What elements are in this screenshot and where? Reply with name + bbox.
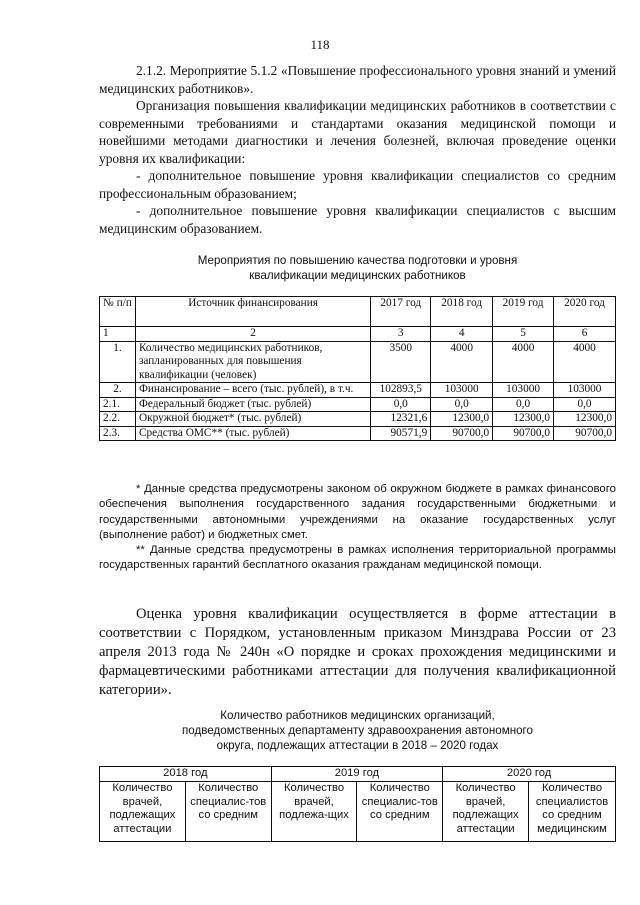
column-number: 6 <box>554 327 616 342</box>
subheader-cell: Количество специалис-тов со средним <box>357 782 443 842</box>
row-value: 12300,0 <box>554 412 616 427</box>
column-number: 1 <box>100 327 136 342</box>
table-row <box>100 426 616 441</box>
row-label: Окружной бюджет* (тыс. рублей) <box>135 412 370 427</box>
section-heading: 2.1.2. Мероприятие 5.1.2 «Повышение профессионального уровня знаний и умений медицинских работников». <box>99 63 616 96</box>
row-value: 4000 <box>493 341 554 383</box>
subheader-cell: Количество врачей, подлежа-щих <box>271 782 357 842</box>
row-label: Средства ОМС** (тыс. рублей) <box>135 426 370 441</box>
list-item: - дополнительное повышение уровня квалификации специалистов со средним профессиональным образованием; <box>99 168 616 201</box>
header-year: 2017 год <box>371 297 431 327</box>
row-num: 2.2. <box>100 412 136 427</box>
row-value: 12321,6 <box>371 412 431 427</box>
row-num: 1. <box>100 341 136 383</box>
row-value: 102893,5 <box>371 383 431 398</box>
footnote: ** Данные средства предусмотрены в рамках исполнения территориальной программы государственных гарантий бесплатного оказания гражданам медицинской помощи. <box>99 544 616 572</box>
row-num: 2. <box>100 383 136 398</box>
row-value: 12300,0 <box>493 412 554 427</box>
row-num: 2.1. <box>100 397 136 412</box>
row-value: 103000 <box>554 383 616 398</box>
row-value: 3500 <box>371 341 431 383</box>
row-value: 90700,0 <box>493 426 554 441</box>
column-number-row <box>100 327 616 342</box>
subheader-cell: Количество специалис-тов со средним <box>185 782 271 842</box>
table2-caption <box>99 709 616 753</box>
header-source: Источник финансирования <box>135 297 370 327</box>
table2-caption-line: Количество работников медицинских организаций, <box>220 709 495 722</box>
row-value: 0,0 <box>493 397 554 412</box>
row-value: 4000 <box>431 341 493 383</box>
attestation-table <box>99 766 616 842</box>
attestation-paragraph: Оценка уровня квалификации осуществляется в форме аттестации в соответствии с Порядком, установленным приказом Минздрава России от 23 апреля 2013 года № 240н «О порядке и сроках прохождения медицинскими и фармацевтическими работниками аттестации для получения квалификационной категории». <box>99 606 616 699</box>
subheader-cell: Количество врачей, подлежащих аттестации <box>100 782 186 842</box>
year-header: 2018 год <box>100 767 272 782</box>
row-label: Федеральный бюджет (тыс. рублей) <box>135 397 370 412</box>
table-row <box>100 341 616 383</box>
row-value: 0,0 <box>554 397 616 412</box>
row-value: 90700,0 <box>431 426 493 441</box>
table1-caption-line: Мероприятия по повышению качества подготовки и уровня <box>197 254 518 267</box>
page-number: 118 <box>310 37 330 52</box>
row-value: 90700,0 <box>554 426 616 441</box>
column-number: 3 <box>371 327 431 342</box>
table2-year-row <box>100 767 616 782</box>
column-number: 5 <box>493 327 554 342</box>
row-value: 4000 <box>554 341 616 383</box>
row-label: Количество медицинских работников, запланированных для повышения квалификации (человек) <box>135 341 370 383</box>
header-year: 2020 год <box>554 297 616 327</box>
column-number: 2 <box>135 327 370 342</box>
year-header: 2019 год <box>271 767 443 782</box>
table2-subheader-row <box>100 782 616 842</box>
year-header: 2020 год <box>443 767 616 782</box>
header-num: № п/п <box>100 297 136 327</box>
list-item: - дополнительное повышение уровня квалификации специалистов с высшим медицинским образованием. <box>99 203 616 236</box>
header-year: 2019 год <box>493 297 554 327</box>
table2-caption-line: подведомственных департаменту здравоохранения автономного <box>182 723 533 737</box>
subheader-cell: Количество врачей, подлежащих аттестации <box>443 782 529 842</box>
table-header-row <box>100 297 616 327</box>
table2-caption-line: округа, подлежащих аттестации в 2018 – 2020 годах <box>216 738 499 752</box>
row-value: 90571,9 <box>371 426 431 441</box>
row-value: 103000 <box>431 383 493 398</box>
footnote: * Данные средства предусмотрены законом об окружном бюджете в рамках финансового обеспечения выполнения государственного задания государственными бюджетными и государственными автономными учреждениями на оказание государственных услуг (выполнение работ) и бюджетных смет. <box>99 483 616 541</box>
table-row <box>100 383 616 398</box>
subheader-cell: Количество специалистов со средним медицинским <box>529 782 616 842</box>
financing-table <box>99 296 616 441</box>
row-value: 0,0 <box>371 397 431 412</box>
row-value: 103000 <box>493 383 554 398</box>
intro-paragraph: Организация повышения квалификации медицинских работников в соответствии с современными требованиями и стандартами оказания медицинской помощи и новейшими методами диагностики и лечения болезней, включая проведение оценки уровня их квалификации: <box>99 98 616 166</box>
table1-caption <box>99 254 616 283</box>
table1-caption-line: квалификации медицинских работников <box>249 268 466 282</box>
header-year: 2018 год <box>431 297 493 327</box>
column-number: 4 <box>431 327 493 342</box>
row-num: 2.3. <box>100 426 136 441</box>
table-row <box>100 397 616 412</box>
row-label: Финансирование – всего (тыс. рублей), в т.ч. <box>135 383 370 398</box>
row-value: 0,0 <box>431 397 493 412</box>
table-row <box>100 412 616 427</box>
row-value: 12300,0 <box>431 412 493 427</box>
